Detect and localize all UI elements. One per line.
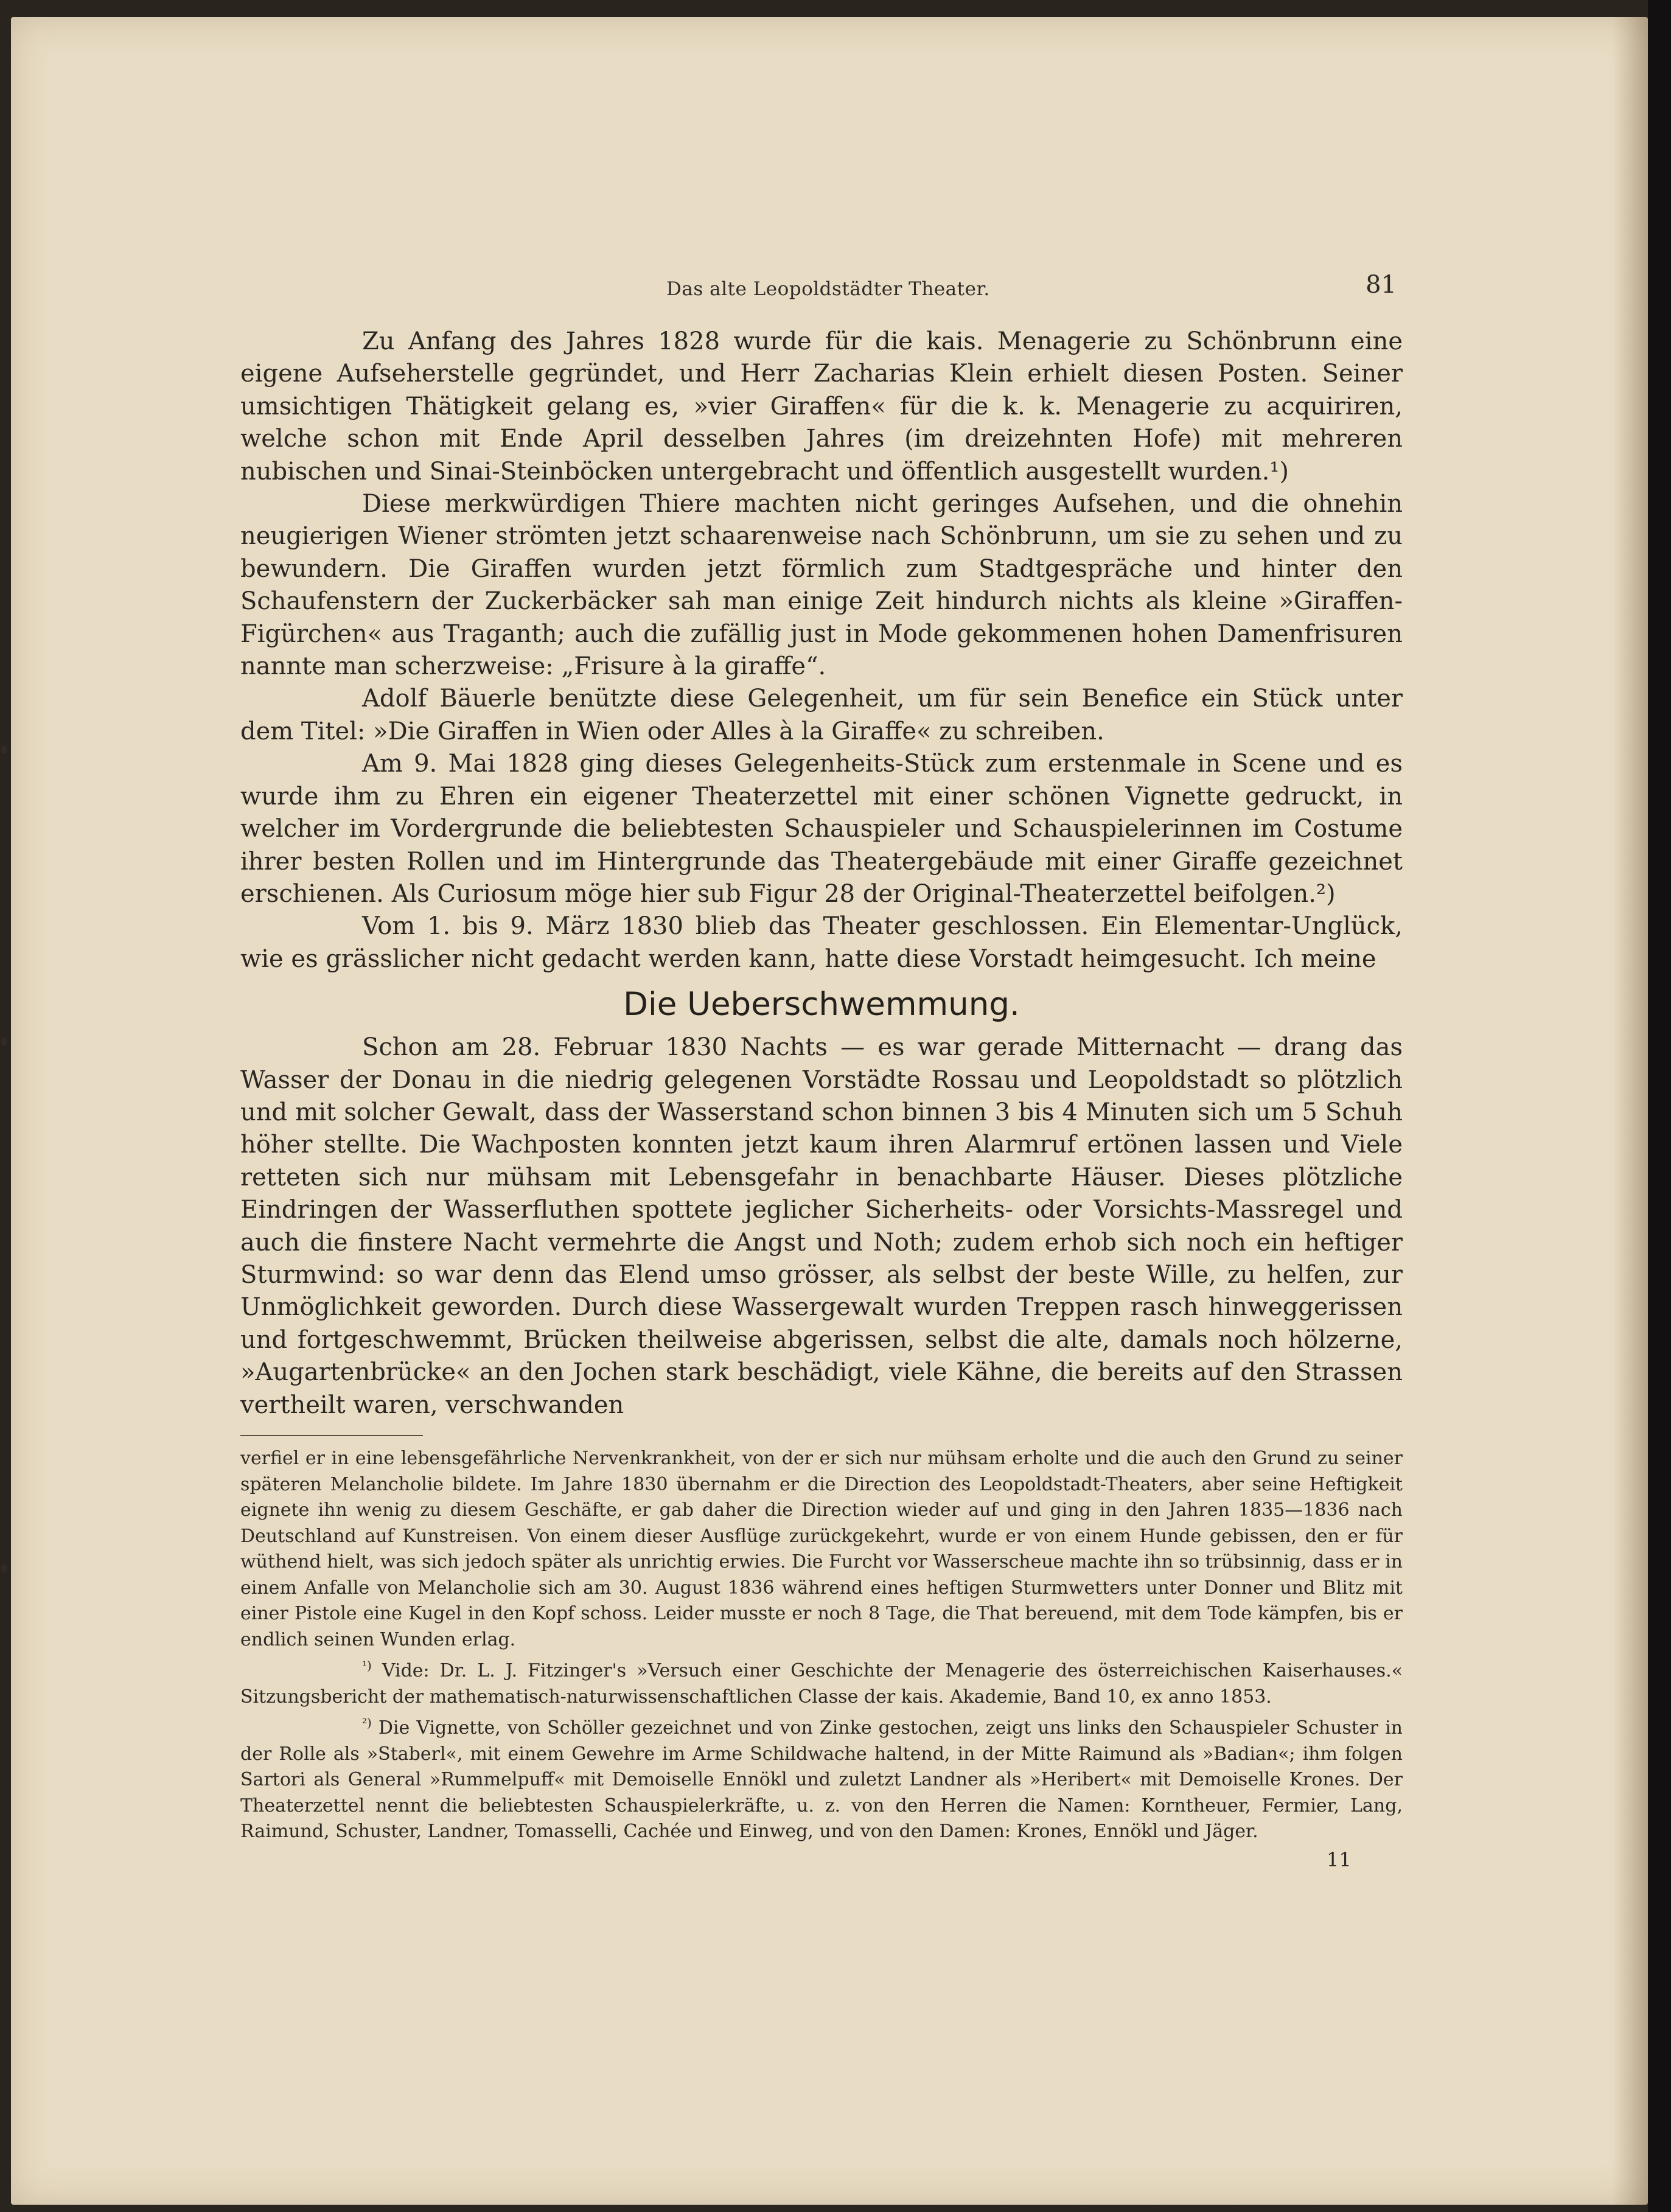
footnote-rule xyxy=(240,1435,423,1436)
page-header xyxy=(240,271,1403,313)
footnote-continued: verfiel er in eine lebensgefährliche Nervenkrankheit, von der er sich nur mühsam erholte und die auch den Grund zu seiner späteren Melancholie bildete. Im Jahre 1830 übernahm er die Direction des Leopoldstadt-Theaters, aber seine Heftigkeit eignete ihn wenig zu diesem Geschäfte, er gab daher die Direction wieder auf und ging in den Jahren 1835—1836 nach Deutschland auf Kunstreisen. Von einem dieser Ausflüge zurückgekehrt, wurde er von einem Hunde gebissen, den er für wüthend hielt, was sich jedoch später als unrichtig erwies. Die Furcht vor Wasserscheue machte ihn so trübsinnig, dass er in einem Anfalle von Melancholie sich am 30. August 1836 während eines heftigen Sturmwetters unter Donner und Blitz mit einer Pistole eine Kugel in den Kopf schoss. Leider musste er noch 8 Tage, die That bereuend, mit dem Tode kämpfen, bis er endlich seinen Wunden erlag. xyxy=(240,1448,1403,1650)
paragraph-theatre-closed: Vom 1. bis 9. März 1830 blieb das Theater geschlossen. Ein Elementar-Unglück, wie es grässlicher nicht gedacht werden kann, hatte diese Vorstadt heimgesucht. Ich meine xyxy=(240,912,1403,973)
page-body xyxy=(240,326,1403,1845)
paragraph-flood: Schon am 28. Februar 1830 Nachts — es war gerade Mitternacht — drang das Wasser der Donau in die niedrig gelegenen Vorstädte Rossau und Leopoldstadt so plötzlich und mit solcher Gewalt, dass der Wasserstand schon binnen 3 bis 4 Minuten sich um 5 Schuh höher stellte. Die Wachposten konnten jetzt kaum ihren Alarmruf ertönen lassen und Viele retteten sich nur mühsam mit Lebensgefahr in benachbarte Häuser. Dieses plötzliche Eindringen der Wasserfluthen spottete jeglicher Sicherheits- oder Vorsichts-Massregel und auch die finstere Nacht vermehrte die Angst und Noth; zudem erhob sich noch ein heftiger Sturmwind: so war denn das Elend umso grösser, als selbst der beste Wille, zu helfen, zur Unmöglichkeit geworden. Durch diese Wassergewalt wurden Treppen rasch hinweggerissen und fortgeschwemmt, Brücken theilweise abgerissen, selbst die alte, damals noch hölzerne, »Augartenbrücke« an den Jochen stark beschädigt, viele Kähne, die bereits auf den Strassen vertheilt waren, verschwanden xyxy=(240,1033,1403,1419)
footnote-2 xyxy=(240,1710,1403,1845)
page-fold-shadow xyxy=(1613,17,1648,2205)
running-head: Das alte Leopoldstädter Theater. xyxy=(666,278,990,300)
signature-mark: 11 xyxy=(1327,1848,1352,1871)
paragraph-viennese-craze: Diese merkwürdigen Thiere machten nicht geringes Aufsehen, und die ohnehin neugierigen Wiener strömten jetzt schaarenweise nach Schönbrunn, um sie zu sehen und zu bewundern. Die Giraffen wurden jetzt förmlich zum Stadtgespräche und hinter den Schaufenstern der Zuckerbäcker sah man einige Zeit hindurch nichts als kleine »Giraffen-Figürchen« aus Traganth; auch die zufällig just in Mode gekommenen hohen Damenfrisuren nannte man scherzweise: „Frisure à la giraffe“. xyxy=(240,490,1403,681)
paragraph-baeuerle-play: Adolf Bäuerle benützte diese Gelegenheit, um für sein Benefice ein Stück unter dem Titel: »Die Giraffen in Wien oder Alles à la Giraffe« zu schreiben. xyxy=(240,685,1403,745)
binding-hole-1 xyxy=(1,745,7,754)
binding-hole-2 xyxy=(1,1038,7,1046)
page-number: 81 xyxy=(1366,271,1397,299)
footnote-2-text: Die Vignette, von Schöller gezeichnet und von Zinke gestochen, zeigt uns links den Schauspieler Schuster in der Rolle als »Staberl«, mit einem Gewehre im Arme Schildwache haltend, in der Mitte Raimund als »Badian«; ihm folgen Sartori als General »Rummelpuff« mit Demoiselle Ennökl und zuletzt Landner als »Heribert« mit Demoiselle Krones. Der Theaterzettel nennt die beliebtesten Schauspielerkräfte, u. z. von den Herren die Namen: Korntheuer, Fermier, Lang, Raimund, Schuster, Landner, Tomasselli, Cachée und Einweg, und von den Damen: Krones, Ennökl und Jäger. xyxy=(240,1717,1403,1842)
footnote-2-marker: ²) xyxy=(362,1715,372,1730)
footnote-1-marker: ¹) xyxy=(362,1658,372,1673)
section-heading: Die Ueberschwemmung. xyxy=(623,986,1020,1024)
binding-hole-3 xyxy=(1,1564,7,1572)
footnote-1-text: Vide: Dr. L. J. Fitzinger's »Versuch einer Geschichte der Menagerie des österreichischen Kaiserhauses.« Sitzungsbericht der mathematisch-naturwissenschaftlichen Classe der kais. Akademie, Band 10, ex anno 1853. xyxy=(240,1660,1403,1708)
footnote-1 xyxy=(240,1653,1403,1710)
book-edge xyxy=(1648,0,1671,2212)
paragraph-giraffes-arrival: Zu Anfang des Jahres 1828 wurde für die kais. Menagerie zu Schönbrunn eine eigene Aufseherstelle gegründet, und Herr Zacharias Klein erhielt diesen Posten. Seiner umsichtigen Thätigkeit gelang es, »vier Giraffen« für die k. k. Menagerie zu acquiriren, welche schon mit Ende April desselben Jahres (im dreizehnten Hofe) mit mehreren nubischen und Sinai-Steinböcken untergebracht und öffentlich ausgestellt wurden.¹) xyxy=(240,327,1403,486)
paragraph-premiere: Am 9. Mai 1828 ging dieses Gelegenheits-Stück zum erstenmale in Scene und es wurde ihm zu Ehren ein eigener Theaterzettel mit einer schönen Vignette gedruckt, in welcher im Vordergrunde die beliebtesten Schauspieler und Schauspielerinnen im Costume ihrer besten Rollen und im Hintergrunde das Theatergebäude mit einer Giraffe gezeichnet erschienen. Als Curiosum möge hier sub Figur 28 der Original-Theaterzettel beifolgen.²) xyxy=(240,750,1403,908)
